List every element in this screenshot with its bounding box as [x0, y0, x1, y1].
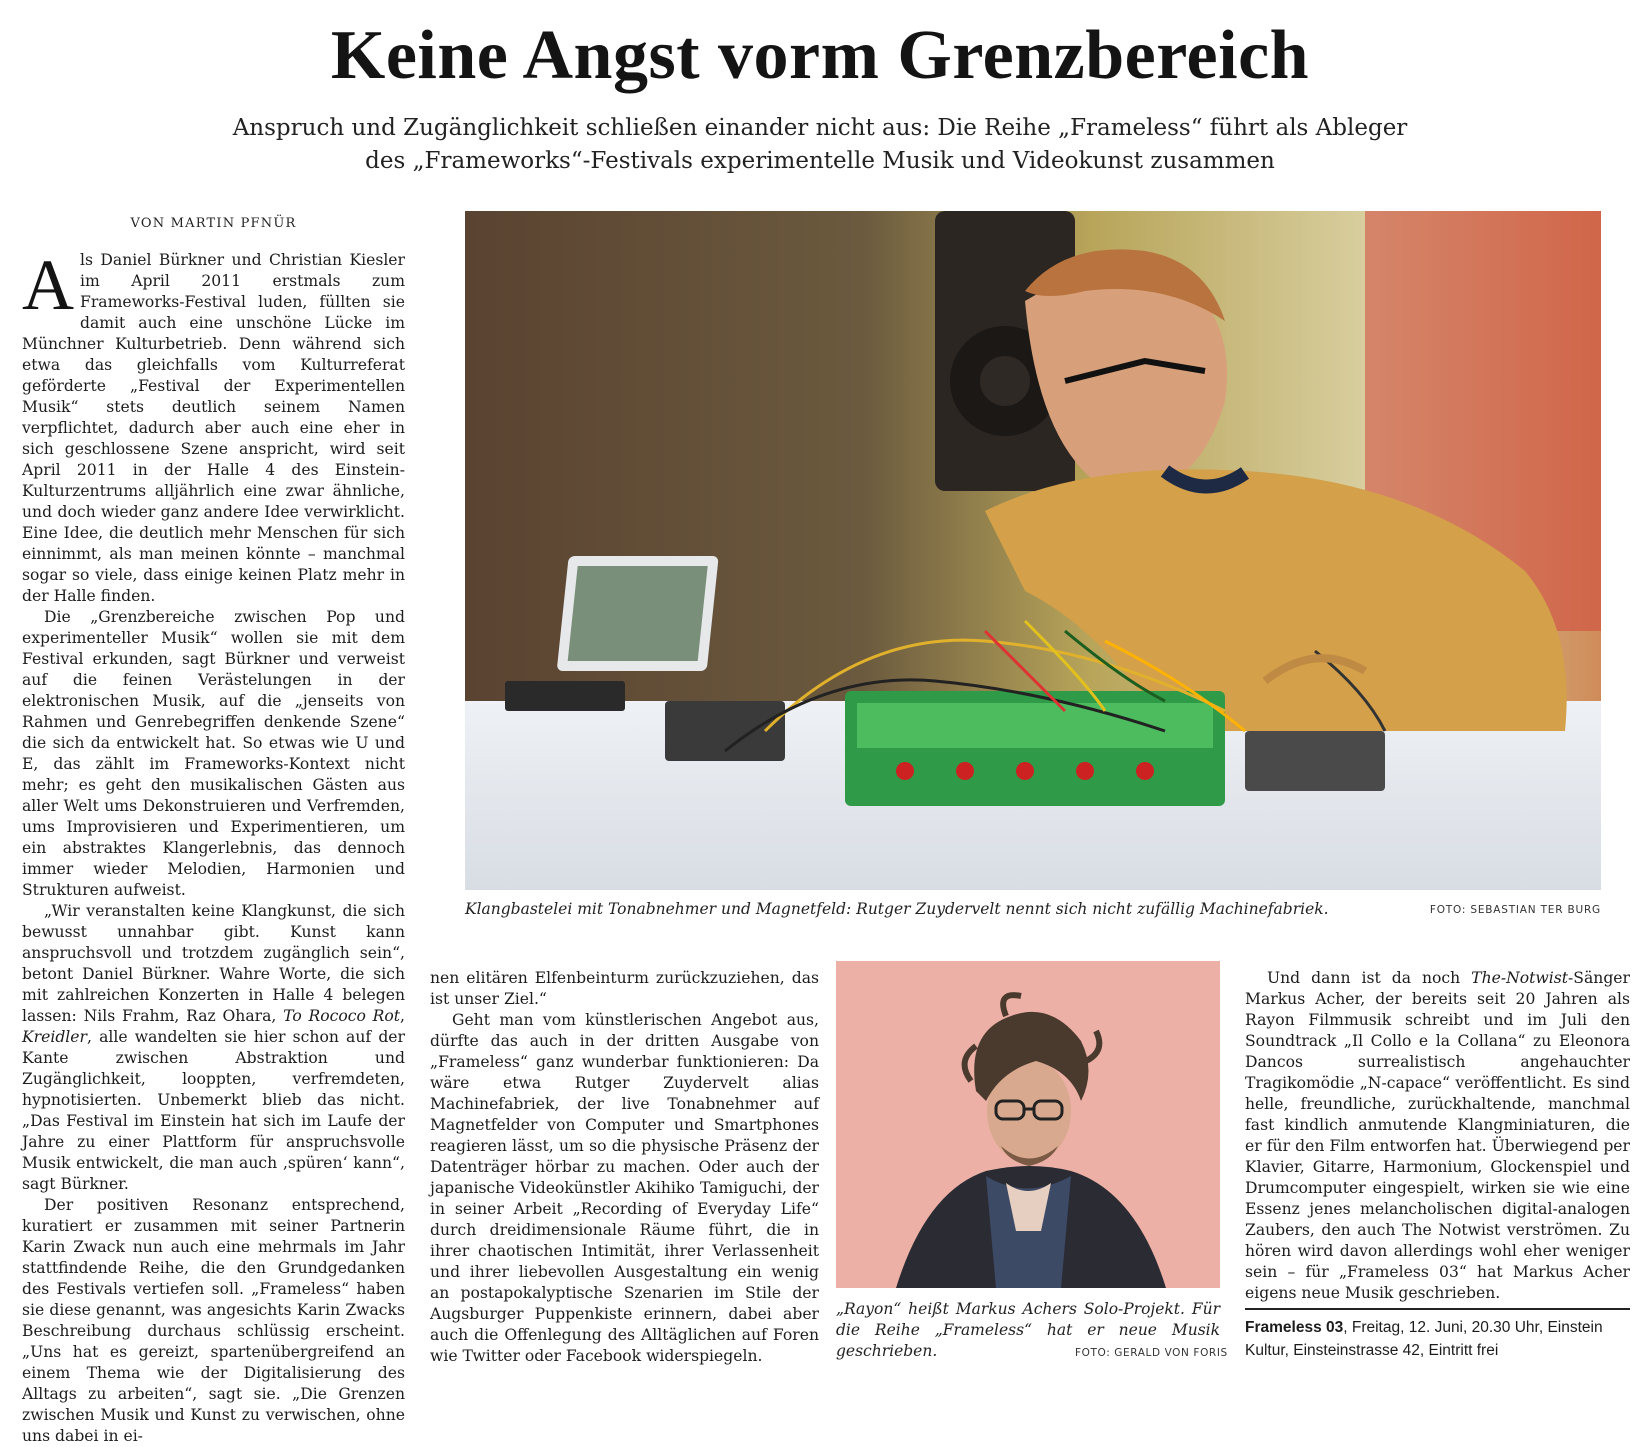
- paragraph-1-text: ls Daniel Bürkner und Christian Kiesler im April 2011 erstmals zum Frameworks-Festival luden, füllten sie damit auch eine unschöne Lücke im Münchner Kulturbetrieb. Denn während sich etwa das gleichfalls vom Kulturreferat geförderte „Festival der Experimentellen Musik“ stets deutlich seinem Namen verpflichtet, dadurch aber auch eine eher in sich geschlossene Szene anspricht, wird seit April 2011 in der Halle 4 des Einstein-Kulturzentrums alljährlich eine zwar ähnliche, und doch wieder ganz andere Idee verwirklicht. Eine Idee, die deutlich mehr Menschen für sich einnimmt, als man meinen könnte – manchmal sogar so viele, dass einige keinen Platz mehr in der Halle finden.: [22, 251, 405, 605]
- paragraph-7-text-a: Und dann ist da noch: [1267, 969, 1472, 987]
- portrait-photo-caption: „Rayon“ heißt Markus Achers Solo-Projekt. Für die Reihe „Frameless“ hat er neue Musik geschrieben.: [836, 1300, 1220, 1360]
- main-photo-credit: FOTO: SEBASTIAN TER BURG: [1429, 904, 1601, 916]
- paragraph-7-text-b: -Sänger Markus Acher, der bereits seit 20 Jahren als Rayon Filmmusik schreibt und im Juli den Soundtrack „Il Collo e la Collana“ zu Eleonora Dancos surrealistisch angehauchter Tragikomödie „N-capace“ veröffentlicht. Es sind helle, freundliche, zurückhaltende, manchmal fast kindlich anmutende Klangminiaturen, die er für den Film entworfen hat. Überwiegend per Klavier, Gitarre, Harmonium, Glockenspiel und Drumcomputer eingespielt, wirken sie wie eine Essenz jenes melancholischen digital-analogen Zaubers, den auch The Notwist verströmen. Zu hören wird davon allerdings wohl eher weniger sein – für „Frameless 03“ hat Markus Acher eigens neue Musik geschrieben.: [1245, 969, 1630, 1302]
- portrait-photo: [836, 961, 1220, 1288]
- article-column-2: [430, 968, 819, 1365]
- paragraph-2: Die „Grenzbereiche zwischen Pop und experimenteller Musik“ wollen sie mit dem Festival erkunden, sagt Bürkner und verweist auf die feinen Verästelungen in der elektronischen Musik, auf die „jenseits von Rahmen und Genrebegriffen denkende Szene“ die sich da entwickelt hat. So etwas wie U und E, das zählt im Frameworks-Kontext nicht mehr; es geht den musikalischen Gästen aus aller Welt ums Dekonstruieren und Verfremden, ums Improvisieren und Experimentieren, um ein abstraktes Klangerlebnis, das dennoch immer wieder Melodien, Harmonien und Strukturen aufweist.: [22, 608, 405, 899]
- headline: Keine Angst vorm Grenzbereich: [330, 17, 1310, 94]
- byline: VON MARTIN PFNÜR: [130, 216, 297, 231]
- paragraph-5: nen elitären Elfenbeinturm zurückzuziehen, das ist unser Ziel.“: [430, 969, 819, 1008]
- event-details: , Freitag, 12. Juni, 20.30 Uhr, Einstein Kultur, Einsteinstrasse 42, Eintritt frei: [1245, 1319, 1603, 1359]
- main-photo: [465, 211, 1601, 890]
- paragraph-3-separator: ,: [400, 1007, 405, 1025]
- band-name-the-notwist: The-Notwist: [1471, 969, 1569, 987]
- paragraph-3: [22, 901, 405, 1195]
- portrait-photo-credit: FOTO: GERALD VON FORIS: [1075, 1347, 1228, 1359]
- musician-at-modular-synth-image: [465, 211, 1601, 890]
- paragraph-3-text-a: „Wir veranstalten keine Klangkunst, die sich bewusst unnahbar gibt. Kunst kann anspruchsvoll und trotzdem zugänglich sein“, betont Daniel Bürkner. Wahre Worte, die sich mit zahlreichen Konzerten in Halle 4 belegen lassen: Nils Frahm, Raz Ohara,: [22, 902, 405, 1025]
- markus-acher-portrait-image: [836, 961, 1220, 1288]
- subheadline: [150, 112, 1490, 178]
- paragraph-1: [22, 245, 405, 607]
- subheadline-line-2: des „Frameworks“-Festivals experimentelle Musik und Videokunst zusammen: [365, 148, 1275, 174]
- main-photo-caption: Klangbastelei mit Tonabnehmer und Magnetfeld: Rutger Zuydervelt nennt sich nicht zufällig Machinefabriek.: [465, 900, 1329, 918]
- article-column-1: [22, 245, 405, 1445]
- band-name-kreidler: Kreidler: [22, 1028, 87, 1046]
- subheadline-line-1: Anspruch und Zugänglichkeit schließen einander nicht aus: Die Reihe „Frameless“ führt als Ableger: [232, 115, 1408, 141]
- paragraph-6: Geht man vom künstlerischen Angebot aus, dürfte das auch in der dritten Ausgabe von „Frameless“ ganz wunderbar funktionieren: Da wäre etwa Rutger Zuydervelt alias Machinefabriek, der live Tonabnehmer auf Magnetfelder von Computer und Smartphones reagieren lässt, um so die physische Präsenz der Datenträger hörbar zu machen. Oder auch der japanische Videokünstler Akihiko Tamiguchi, der in seiner Arbeit „Recording of Everyday Life“ durch dreidimensionale Räume führt, die in ihrer chaotischen Intimität, ihrer Verlassenheit und ihrer liebevollen Ausgestaltung ein wenig an postapokalyptische Szenarien im Stile der Augsburger Puppenkiste erinnern, dabei aber auch die Offenlegung des Alltäglichen auf Foren wie Twitter oder Facebook widerspiegeln.: [430, 1011, 819, 1365]
- paragraph-7: [1245, 968, 1630, 1304]
- band-name-to-rococo-rot: To Rococo Rot: [283, 1007, 401, 1025]
- infobox-divider: [1245, 1308, 1630, 1310]
- event-infobox: [1245, 1316, 1630, 1362]
- dropcap: A: [22, 245, 74, 325]
- article-column-3: [1245, 968, 1630, 1300]
- event-title: Frameless 03: [1245, 1319, 1344, 1336]
- paragraph-4: Der positiven Resonanz entsprechend, kuratiert er zusammen mit seiner Partnerin Karin Zwack nun auch eine mehrmals im Jahr stattfindende Reihe, die den Grundgedanken des Festivals vertiefen soll. „Frameless“ haben sie diese genannt, was angesichts Karin Zwacks Beschreibung durchaus schlüssig erscheint. „Uns hat es gereizt, spartenübergreifend an einem Thema wie der Digitalisierung des Alltags zu arbeiten“, sagt sie. „Die Grenzen zwischen Musik und Kunst zu verwischen, ohne uns dabei in ei-: [22, 1196, 405, 1445]
- paragraph-3-text-b: , alle wandelten sie hier schon auf der Kante zwischen Abstraktion und Zugänglichkeit, looppten, verfremdeten, hypnotisierten. Unbemerkt blieb das nicht. „Das Festival im Einstein hat sich im Laufe der Jahre zu einer Plattform für anspruchsvolle Musik entwickelt, die man auch ‚spüren‘ kann“, sagt Bürkner.: [22, 1028, 405, 1193]
